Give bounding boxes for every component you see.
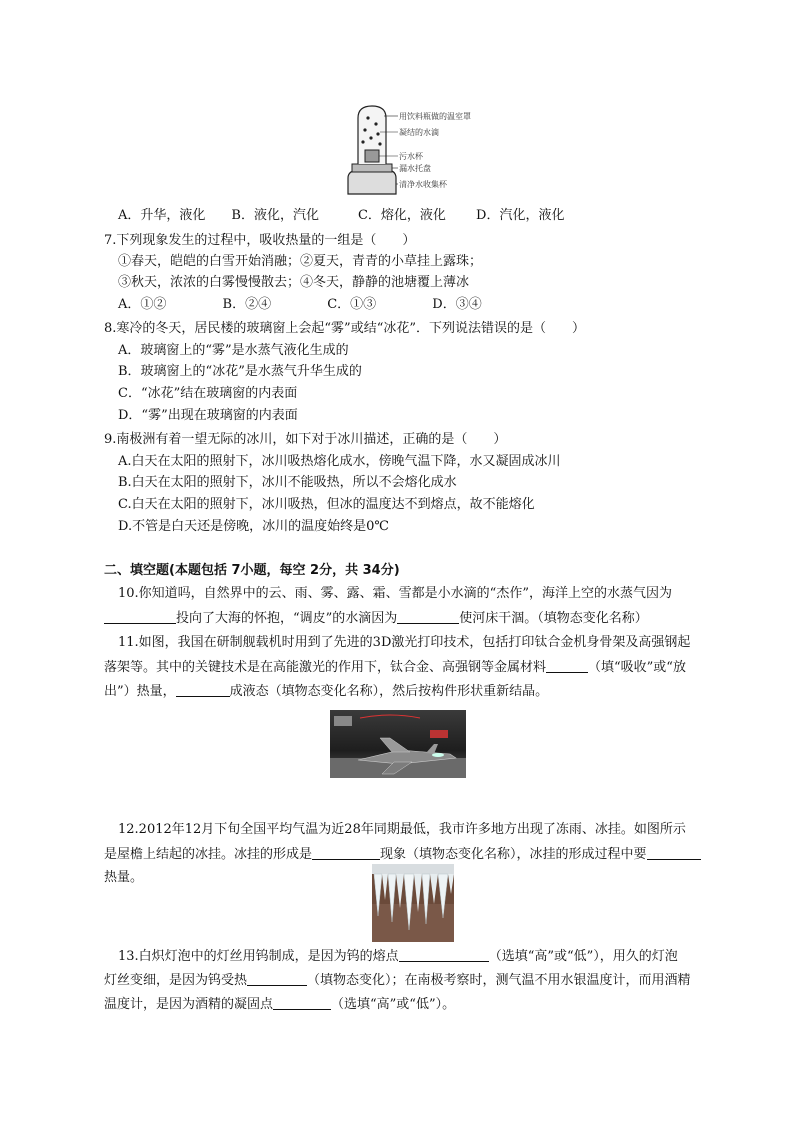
jet-image [330, 710, 466, 778]
q10-line2: 投向了大海的怀抱，“调皮”的水滴因为 使河床干涸。（填物态变化名称） [104, 609, 648, 628]
q9-stem: 9.南极洲有着一望无际的冰川，如下对于冰川描述，正确的是（ ） [104, 432, 507, 447]
q13-line1: 13.白炽灯泡中的灯丝用钨制成，是因为钨的熔点 （选填“高”或“低”），用久的灯泡 [118, 949, 678, 964]
callout-greenhouse: 用饮料瓶做的温室罩 [399, 112, 471, 121]
q12-line3: 热量。 [104, 870, 144, 885]
icicle-image [372, 864, 454, 942]
q11-blank-1[interactable] [546, 658, 588, 673]
q7-line2: ③秋天，浓浓的白雾慢慢散去；④冬天，静静的池塘覆上薄冰 [118, 275, 470, 290]
q9-option-c: C.白天在太阳的照射下，冰川吸热，但冰的温度达不到熔点，故不能熔化 [118, 497, 535, 512]
section-title: 二、填空题(本题包括 7小题，每空 2分，共 34分) [104, 563, 400, 578]
q13-line2: 灯丝变细，是因为钨受热 （填物态变化）；在南极考察时，测气温不用水银温度计，而用酒精 [104, 973, 691, 988]
callout-tray: 漏水托盘 [399, 164, 431, 173]
q8-option-c: C．“冰花”结在玻璃窗的内表面 [118, 386, 298, 401]
q13-line3: 温度计，是因为酒精的凝固点 （选填“高”或“低”）。 [104, 997, 456, 1012]
callout-droplets: 凝结的水滴 [399, 128, 439, 137]
q8-option-a: A．玻璃窗上的“雾”是水蒸气液化生成的 [118, 343, 349, 358]
q7-line1: ①春天，皑皑的白雪开始消融；②夏天，青青的小草挂上露珠； [118, 254, 483, 269]
q11-line2: 落架等。其中的关键技术是在高能激光的作用下，钛合金、高强钢等金属材料 （填“吸收”或“放 [104, 660, 686, 675]
q8-option-d: D．“雾”出现在玻璃窗的内表面 [118, 408, 298, 423]
q10-blank-1[interactable] [104, 609, 176, 624]
q10-blank-2[interactable] [397, 609, 459, 624]
callout-dirty-cup: 污水杯 [399, 152, 423, 161]
q7-options: A．①② B．②④ C．①③ D．③④ [118, 297, 482, 312]
q10-line1: 10.你知道吗，自然界中的云、雨、雾、露、霜、雪都是小水滴的“杰作”，海洋上空的水蒸气因为 [118, 586, 672, 601]
icicle-photo [372, 864, 454, 942]
greenhouse-figure [338, 104, 488, 200]
q12-blank-2[interactable] [647, 845, 701, 860]
q12-blank-1[interactable] [312, 845, 380, 860]
q13-blank-2[interactable] [247, 971, 307, 986]
jet-photo [330, 710, 466, 778]
q12-line2: 是屋檐上结起的冰挂。冰挂的形成是 现象（填物态变化名称），冰挂的形成过程中要 [104, 845, 701, 864]
q11-blank-2[interactable] [176, 682, 230, 697]
q8-stem: 8.寒冷的冬天，居民楼的玻璃窗上会起“雾”或结“冰花”．下列说法错误的是（ ） [104, 321, 585, 336]
q8-option-b: B．玻璃窗上的“冰花”是水蒸气升华生成的 [118, 364, 362, 379]
q12-line1: 12.2012年12月下旬全国平均气温为近28年同期最低，我市许多地方出现了冻雨、冰挂。如图所示 [118, 822, 686, 837]
q9-option-b: B.白天在太阳的照射下，冰川不能吸热，所以不会熔化成水 [118, 475, 457, 490]
callout-clean-cup: 清净水收集杯 [399, 180, 447, 189]
q7-stem: 7.下列现象发生的过程中，吸收热量的一组是（ ） [104, 233, 416, 248]
q6-options: A．升华，液化 B．液化，汽化 C．熔化，液化 D．汽化，液化 [118, 208, 565, 223]
q9-option-d: D.不管是白天还是傍晚，冰川的温度始终是0℃ [118, 519, 389, 534]
q11-line1: 11.如图，我国在研制舰载机时用到了先进的3D激光打印技术，包括打印钛合金机身骨架及高强钢起 [118, 635, 691, 650]
q9-option-a: A.白天在太阳的照射下，冰川吸热熔化成水，傍晚气温下降，水又凝固成冰川 [118, 454, 561, 469]
q13-blank-3[interactable] [273, 995, 331, 1010]
q11-line3: 出”）热量， 成液态（填物态变化名称），然后按构件形状重新结晶。 [104, 684, 549, 699]
q13-blank-1[interactable] [399, 947, 489, 962]
